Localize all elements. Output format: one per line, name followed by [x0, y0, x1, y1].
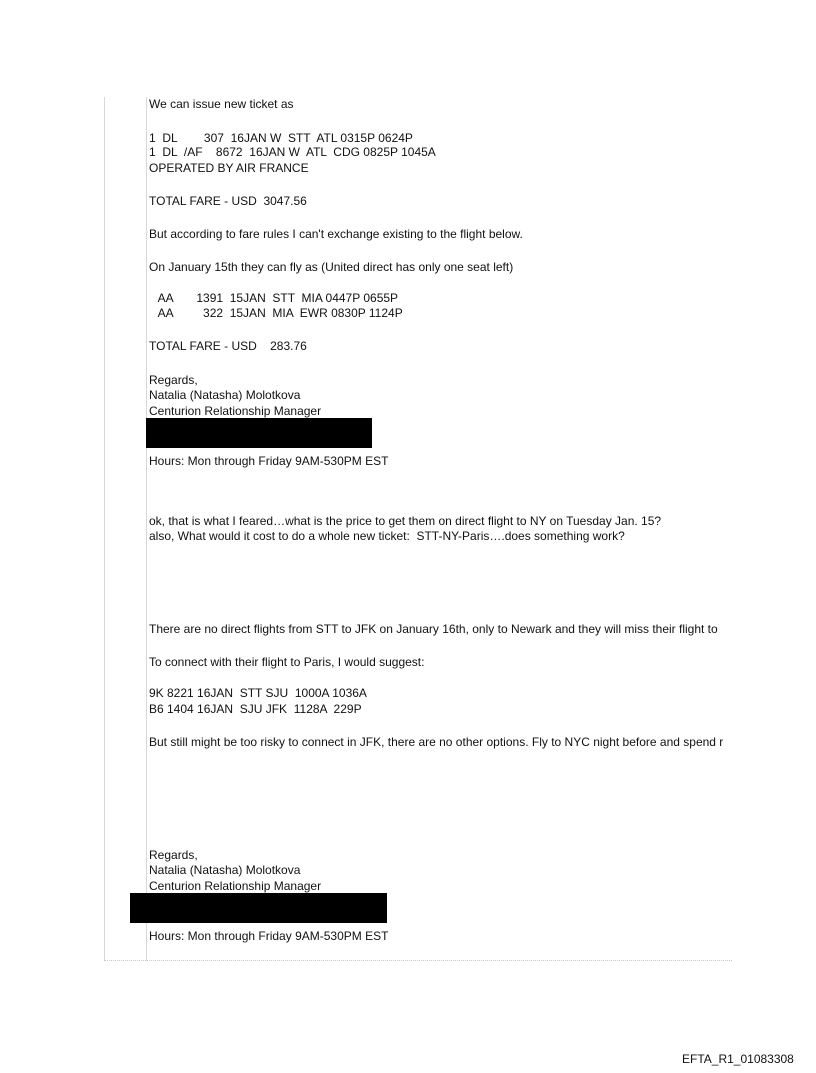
email-frame-bottom-border [104, 960, 732, 961]
operated-by-line: OPERATED BY AIR FRANCE [149, 161, 309, 175]
redaction-block [146, 418, 372, 448]
signature-hours: Hours: Mon through Friday 9AM-530PM EST [149, 929, 389, 943]
signature-name: Natalia (Natasha) Molotkova [149, 863, 301, 877]
signature-regards: Regards, [149, 373, 198, 387]
itinerary-line: 1 DL 307 16JAN W STT ATL 0315P 0624P [149, 131, 413, 145]
reply-line: ok, that is what I feared…what is the price to get them on direct flight to NY on Tuesday Jan. 15? [149, 514, 662, 528]
jan15-note: On January 15th they can fly as (United direct has only one seat left) [149, 260, 514, 274]
email-body-left-border [146, 97, 147, 961]
signature-title: Centurion Relationship Manager [149, 879, 322, 893]
reply-line: also, What would it cost to do a whole new ticket: STT-NY-Paris….does something work? [149, 529, 625, 543]
alt-itinerary-line: AA 1391 15JAN STT MIA 0447P 0655P [155, 291, 399, 305]
signature-title: Centurion Relationship Manager [149, 404, 322, 418]
intro-line: We can issue new ticket as [149, 97, 294, 111]
fare-rules-note: But according to fare rules I can't exchange existing to the flight below. [149, 227, 523, 241]
signature-regards: Regards, [149, 848, 198, 862]
itinerary-line: 1 DL /AF 8672 16JAN W ATL CDG 0825P 1045A [149, 145, 436, 159]
document-id: EFTA_R1_01083308 [682, 1052, 794, 1066]
itinerary-line: B6 1404 16JAN SJU JFK 1128A 229P [149, 702, 362, 716]
no-direct-flights-line: There are no direct flights from STT to JFK on January 16th, only to Newark and they will miss their flight to [149, 622, 718, 636]
total-fare-line: TOTAL FARE - USD 283.76 [149, 339, 307, 353]
risk-note-line: But still might be too risky to connect in JFK, there are no other options. Fly to NYC night before and spend r [149, 735, 724, 749]
itinerary-line: 9K 8221 16JAN STT SJU 1000A 1036A [149, 686, 367, 700]
alt-itinerary-line: AA 322 15JAN MIA EWR 0830P 1124P [155, 306, 403, 320]
suggestion-line: To connect with their flight to Paris, I would suggest: [149, 655, 425, 669]
signature-name: Natalia (Natasha) Molotkova [149, 388, 301, 402]
redaction-block [130, 893, 387, 923]
signature-hours: Hours: Mon through Friday 9AM-530PM EST [149, 454, 389, 468]
email-frame-left-border [104, 97, 105, 961]
total-fare-line: TOTAL FARE - USD 3047.56 [149, 194, 307, 208]
